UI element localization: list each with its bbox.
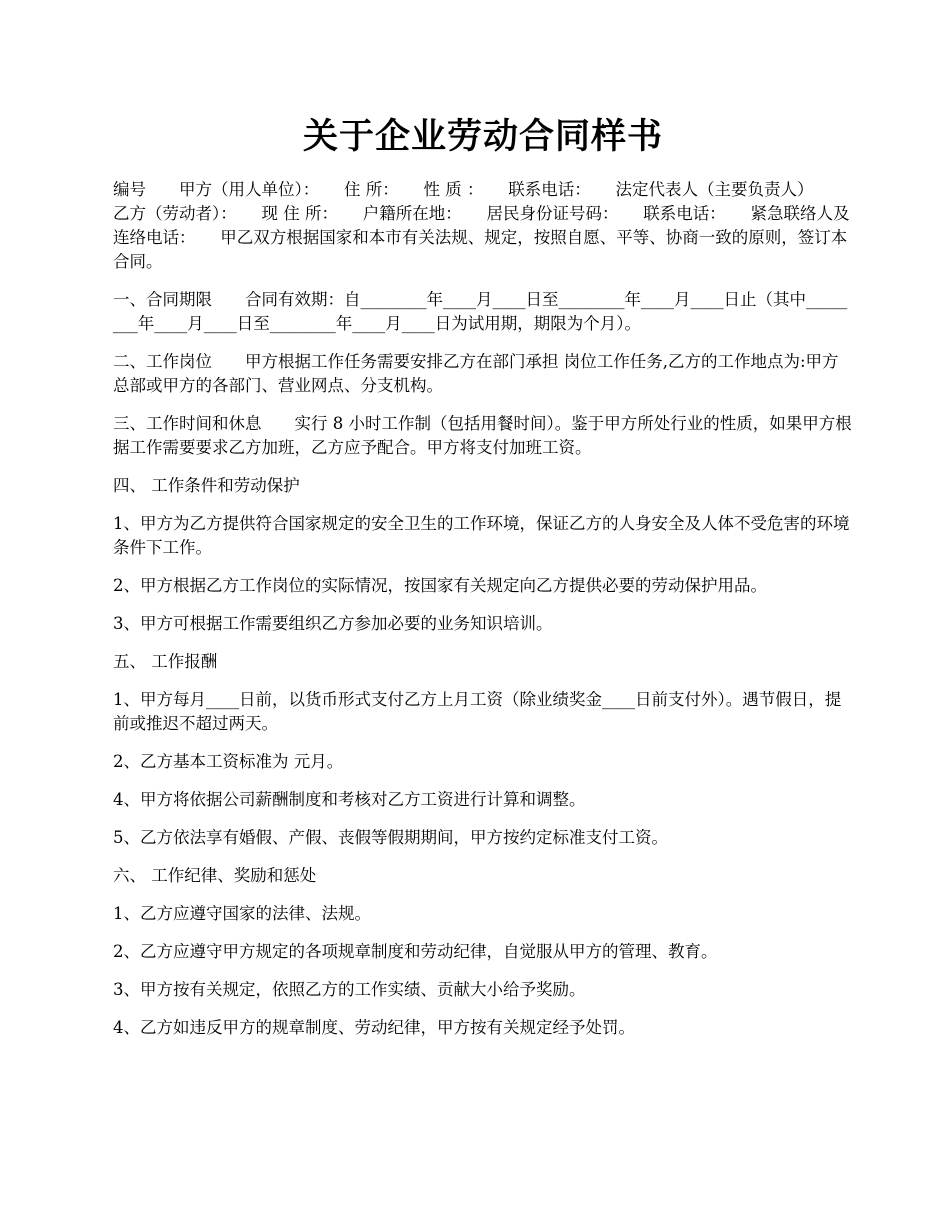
- section-heading-discipline: 六、 工作纪律、奖励和惩处: [113, 866, 317, 885]
- paragraph-discipline-3: 3、甲方按有关规定，依照乙方的工作实绩、贡献大小给予奖励。: [113, 980, 586, 999]
- paragraph-conditions-2: 2、甲方根据乙方工作岗位的实际情况，按国家有关规定向乙方提供必要的劳动保护用品。: [113, 576, 767, 595]
- paragraph-conditions-1: 1、甲方为乙方提供符合国家规定的安全卫生的工作环境，保证乙方的人身安全及人体不受危害的环境条件下工作。: [113, 514, 850, 557]
- paragraph-intro: 编号 甲方（用人单位）： 住 所： 性 质 ： 联系电话： 法定代表人（主要负责人） 乙方（劳动者）： 现 住 所： 户籍所在地： 居民身份证号码： 联系电话： 紧急联络人及连络电话： 甲乙双方根据国家和本市有关法规、规定，按照自愿、平等、协商一致的原则，签订本合同。: [113, 180, 850, 271]
- document-title: 关于企业劳动合同样书: [302, 116, 663, 157]
- paragraph-pay-2: 2、乙方基本工资标准为 元月。: [113, 752, 344, 771]
- paragraph-job-position: 二、工作岗位 甲方根据工作任务需要安排乙方在部门承担 岗位工作任务,乙方的工作地点为:甲方总部或甲方的各部门、营业网点、分支机构。: [113, 352, 839, 395]
- paragraph-contract-term: 一、合同期限 合同有效期：自________年____月____日至________年____月____日止（其中________年____月____日至________年____月____日为试用期，期限为个月）。: [113, 290, 848, 333]
- paragraph-pay-5: 5、乙方依法享有婚假、产假、丧假等假期期间，甲方按约定标准支付工资。: [113, 828, 668, 847]
- paragraph-pay-1: 1、甲方每月____日前，以货币形式支付乙方上月工资（除业绩奖金____日前支付外）。遇节假日，提前或推迟不超过两天。: [113, 690, 842, 733]
- document-page: [113, 0, 853, 1040]
- section-heading-pay: 五、 工作报酬: [113, 652, 218, 671]
- paragraph-discipline-4: 4、乙方如违反甲方的规章制度、劳动纪律，甲方按有关规定经予处罚。: [113, 1018, 635, 1037]
- paragraph-discipline-1: 1、乙方应遵守国家的法律、法规。: [113, 904, 371, 923]
- paragraph-discipline-2: 2、乙方应遵守甲方规定的各项规章制度和劳动纪律，自觉服从甲方的管理、教育。: [113, 942, 718, 961]
- section-heading-conditions: 四、 工作条件和劳动保护: [113, 476, 300, 495]
- paragraph-conditions-3: 3、甲方可根据工作需要组织乙方参加必要的业务知识培训。: [113, 614, 553, 633]
- paragraph-work-hours: 三、工作时间和休息 实行 8 小时工作制（包括用餐时间）。鉴于甲方所处行业的性质，如果甲方根据工作需要要求乙方加班，乙方应予配合。甲方将支付加班工资。: [113, 414, 852, 457]
- paragraph-pay-4: 4、甲方将依据公司薪酬制度和考核对乙方工资进行计算和调整。: [113, 790, 586, 809]
